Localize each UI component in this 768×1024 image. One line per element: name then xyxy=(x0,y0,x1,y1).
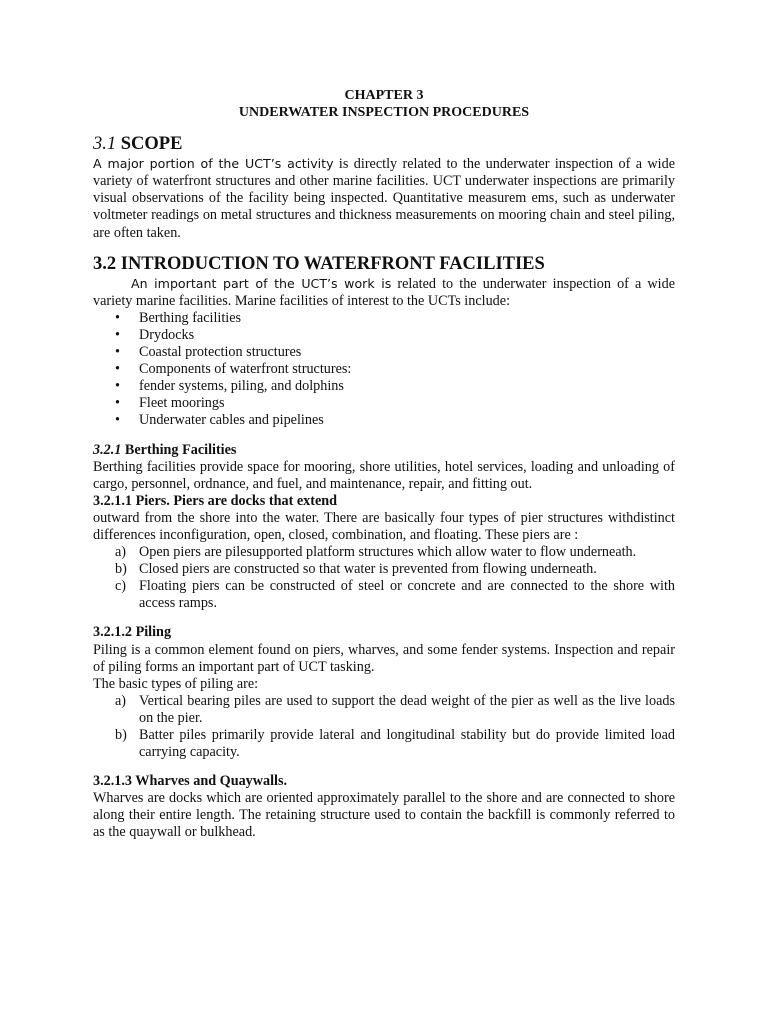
intro-paragraph xyxy=(93,275,675,310)
list-item: • Fleet moorings xyxy=(115,395,225,412)
bullet-icon: • xyxy=(115,412,120,429)
berthing-paragraph: Berthing facilities provide space for mooring, shore utilities, hotel services, loading and unloading of cargo, personnel, ordnance, and fuel, and maintenance, repair, and fitting out. xyxy=(93,458,675,492)
scope-paragraph xyxy=(93,155,675,241)
list-item: • Coastal protection structures xyxy=(115,344,302,361)
list-item: a) Vertical bearing piles are used to support the dead weight of the pier as well as the live loads on the pier. xyxy=(115,692,675,726)
subsection-3-2-1-1-heading: 3.2.1.1 Piers. Piers are docks that extend xyxy=(93,492,338,509)
document-page xyxy=(93,87,675,842)
list-item: • fender systems, piling, and dolphins xyxy=(115,378,344,395)
list-item: • Drydocks xyxy=(115,326,195,343)
piling-paragraph: Piling is a common element found on piers, wharves, and some fender systems. Inspection and repair of piling forms an important part of UCT tasking. xyxy=(93,641,675,675)
list-marker: b) xyxy=(115,561,127,578)
piling-types-list xyxy=(93,693,675,761)
list-marker: c) xyxy=(115,578,127,595)
list-item: b) Batter piles primarily provide lateral and longitudinal stability but do provide limited load carrying capacity. xyxy=(115,727,675,761)
section-title: SCOPE xyxy=(120,134,183,155)
bullet-icon: • xyxy=(115,378,120,395)
section-3-1-heading xyxy=(93,133,675,155)
bullet-icon: • xyxy=(115,395,120,412)
bullet-icon: • xyxy=(115,309,120,326)
subsection-3-2-1-heading xyxy=(93,442,675,459)
facilities-list xyxy=(93,310,675,430)
section-number: 3.1 xyxy=(93,134,117,155)
bullet-icon: • xyxy=(115,326,120,343)
piling-types-intro: The basic types of piling are: xyxy=(93,675,259,692)
intro-text: related to the underwater inspection of a wide variety marine facilities. Marine facilities of interest to the UCTs include: xyxy=(93,275,676,309)
wharves-paragraph: Wharves are docks which are oriented approximately parallel to the shore and are connected to shore along their entire length. The retaining structure used to contain the backfill is commonly referred to as the quaywall or bulkhead. xyxy=(93,790,675,841)
subsection-3-2-1-3-heading: 3.2.1.3 Wharves and Quaywalls. xyxy=(93,773,288,790)
list-item: • Underwater cables and pipelines xyxy=(115,412,324,429)
list-item: a) Open piers are pilesupported platform structures which allow water to flow underneath. xyxy=(115,544,637,561)
piers-paragraph: outward from the shore into the water. There are basically four types of pier structures withdistinct differences inconfiguration, open, closed, combination, and floating. These piers are : xyxy=(93,509,675,543)
list-item: • Components of waterfront structures: xyxy=(115,361,352,378)
list-marker: a) xyxy=(115,692,127,709)
section-3-2-heading: 3.2 INTRODUCTION TO WATERFRONT FACILITIES xyxy=(93,253,545,274)
list-item: b) Closed piers are constructed so that water is prevented from flowing underneath. xyxy=(115,561,597,578)
subsection-number: 3.2.1 xyxy=(93,441,122,458)
scope-lead: A major portion of the UCT’s activity xyxy=(93,156,334,172)
subsection-3-2-1-2-heading: 3.2.1.2 Piling xyxy=(93,624,172,641)
list-marker: a) xyxy=(115,544,127,561)
list-item: c) Floating piers can be constructed of steel or concrete and are connected to the shore with access ramps. xyxy=(115,578,675,612)
intro-lead: An important part of the UCT’s work is xyxy=(131,275,392,291)
bullet-icon: • xyxy=(115,344,120,361)
bullet-icon: • xyxy=(115,361,120,378)
subsection-title: Berthing Facilities xyxy=(121,441,237,458)
chapter-title: UNDERWATER INSPECTION PROCEDURES xyxy=(238,105,530,121)
chapter-number: CHAPTER 3 xyxy=(344,88,424,103)
list-item: • Berthing facilities xyxy=(115,309,242,326)
list-marker: b) xyxy=(115,727,127,743)
pier-types-list xyxy=(93,544,675,612)
scope-text: is directly related to the underwater inspection of a wide variety of waterfront structures and other marine facilities. UCT underwater inspections are primarily visual observations of the facility being inspected. Quantitative measurem ems, such as underwater voltmeter readings on metal structures and thickness measurements on mooring chain and steel piling, are often taken. xyxy=(93,156,675,241)
